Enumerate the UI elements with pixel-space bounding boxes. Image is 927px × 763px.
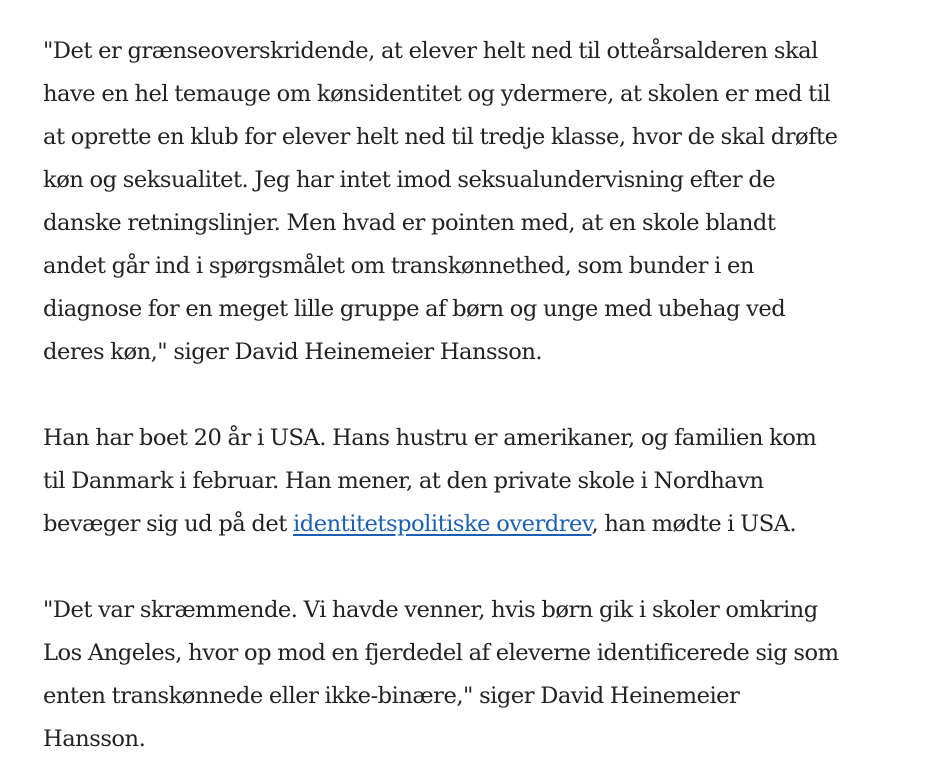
text-line: "Det er grænseoverskridende, at elever helt ned til otteårsalderen skal bbox=[43, 38, 818, 64]
text-line: "Det var skræmmende. Vi havde venner, hvis børn gik i skoler omkring bbox=[43, 597, 818, 623]
text-line: andet går ind i spørgsmålet om transkønnethed, som bunder i en bbox=[43, 253, 754, 279]
text-line: til Danmark i februar. Han mener, at den private skole i Nordhavn bbox=[43, 468, 764, 494]
text-line: Los Angeles, hvor op mod en fjerdedel af eleverne identificerede sig som bbox=[43, 640, 839, 666]
text-line: at oprette en klub for elever helt ned til tredje klasse, hvor de skal drøfte bbox=[43, 124, 838, 150]
text-line: deres køn," siger David Heinemeier Hansson. bbox=[43, 339, 543, 365]
text-line: køn og seksualitet. Jeg har intet imod seksualundervisning efter de bbox=[43, 167, 776, 193]
identity-politics-link[interactable]: identitetspolitiske overdrev bbox=[293, 511, 592, 537]
text-segment: bevæger sig ud på det bbox=[43, 511, 294, 537]
body-paragraph bbox=[43, 417, 897, 546]
text-line: Han har boet 20 år i USA. Hans hustru er amerikaner, og familien kom bbox=[43, 425, 817, 451]
text-segment: , han mødte i USA. bbox=[591, 511, 797, 537]
text-line: danske retningslinjer. Men hvad er pointen med, at en skole blandt bbox=[43, 210, 776, 236]
text-line: enten transkønnede eller ikke-binære," siger David Heinemeier bbox=[43, 683, 740, 709]
text-line: Hansson. bbox=[43, 726, 146, 752]
text-line: diagnose for en meget lille gruppe af børn og unge med ubehag ved bbox=[43, 296, 786, 322]
quote-paragraph bbox=[43, 30, 897, 374]
quote-paragraph bbox=[43, 589, 897, 761]
text-line: have en hel temauge om kønsidentitet og ydermere, at skolen er med til bbox=[43, 81, 831, 107]
